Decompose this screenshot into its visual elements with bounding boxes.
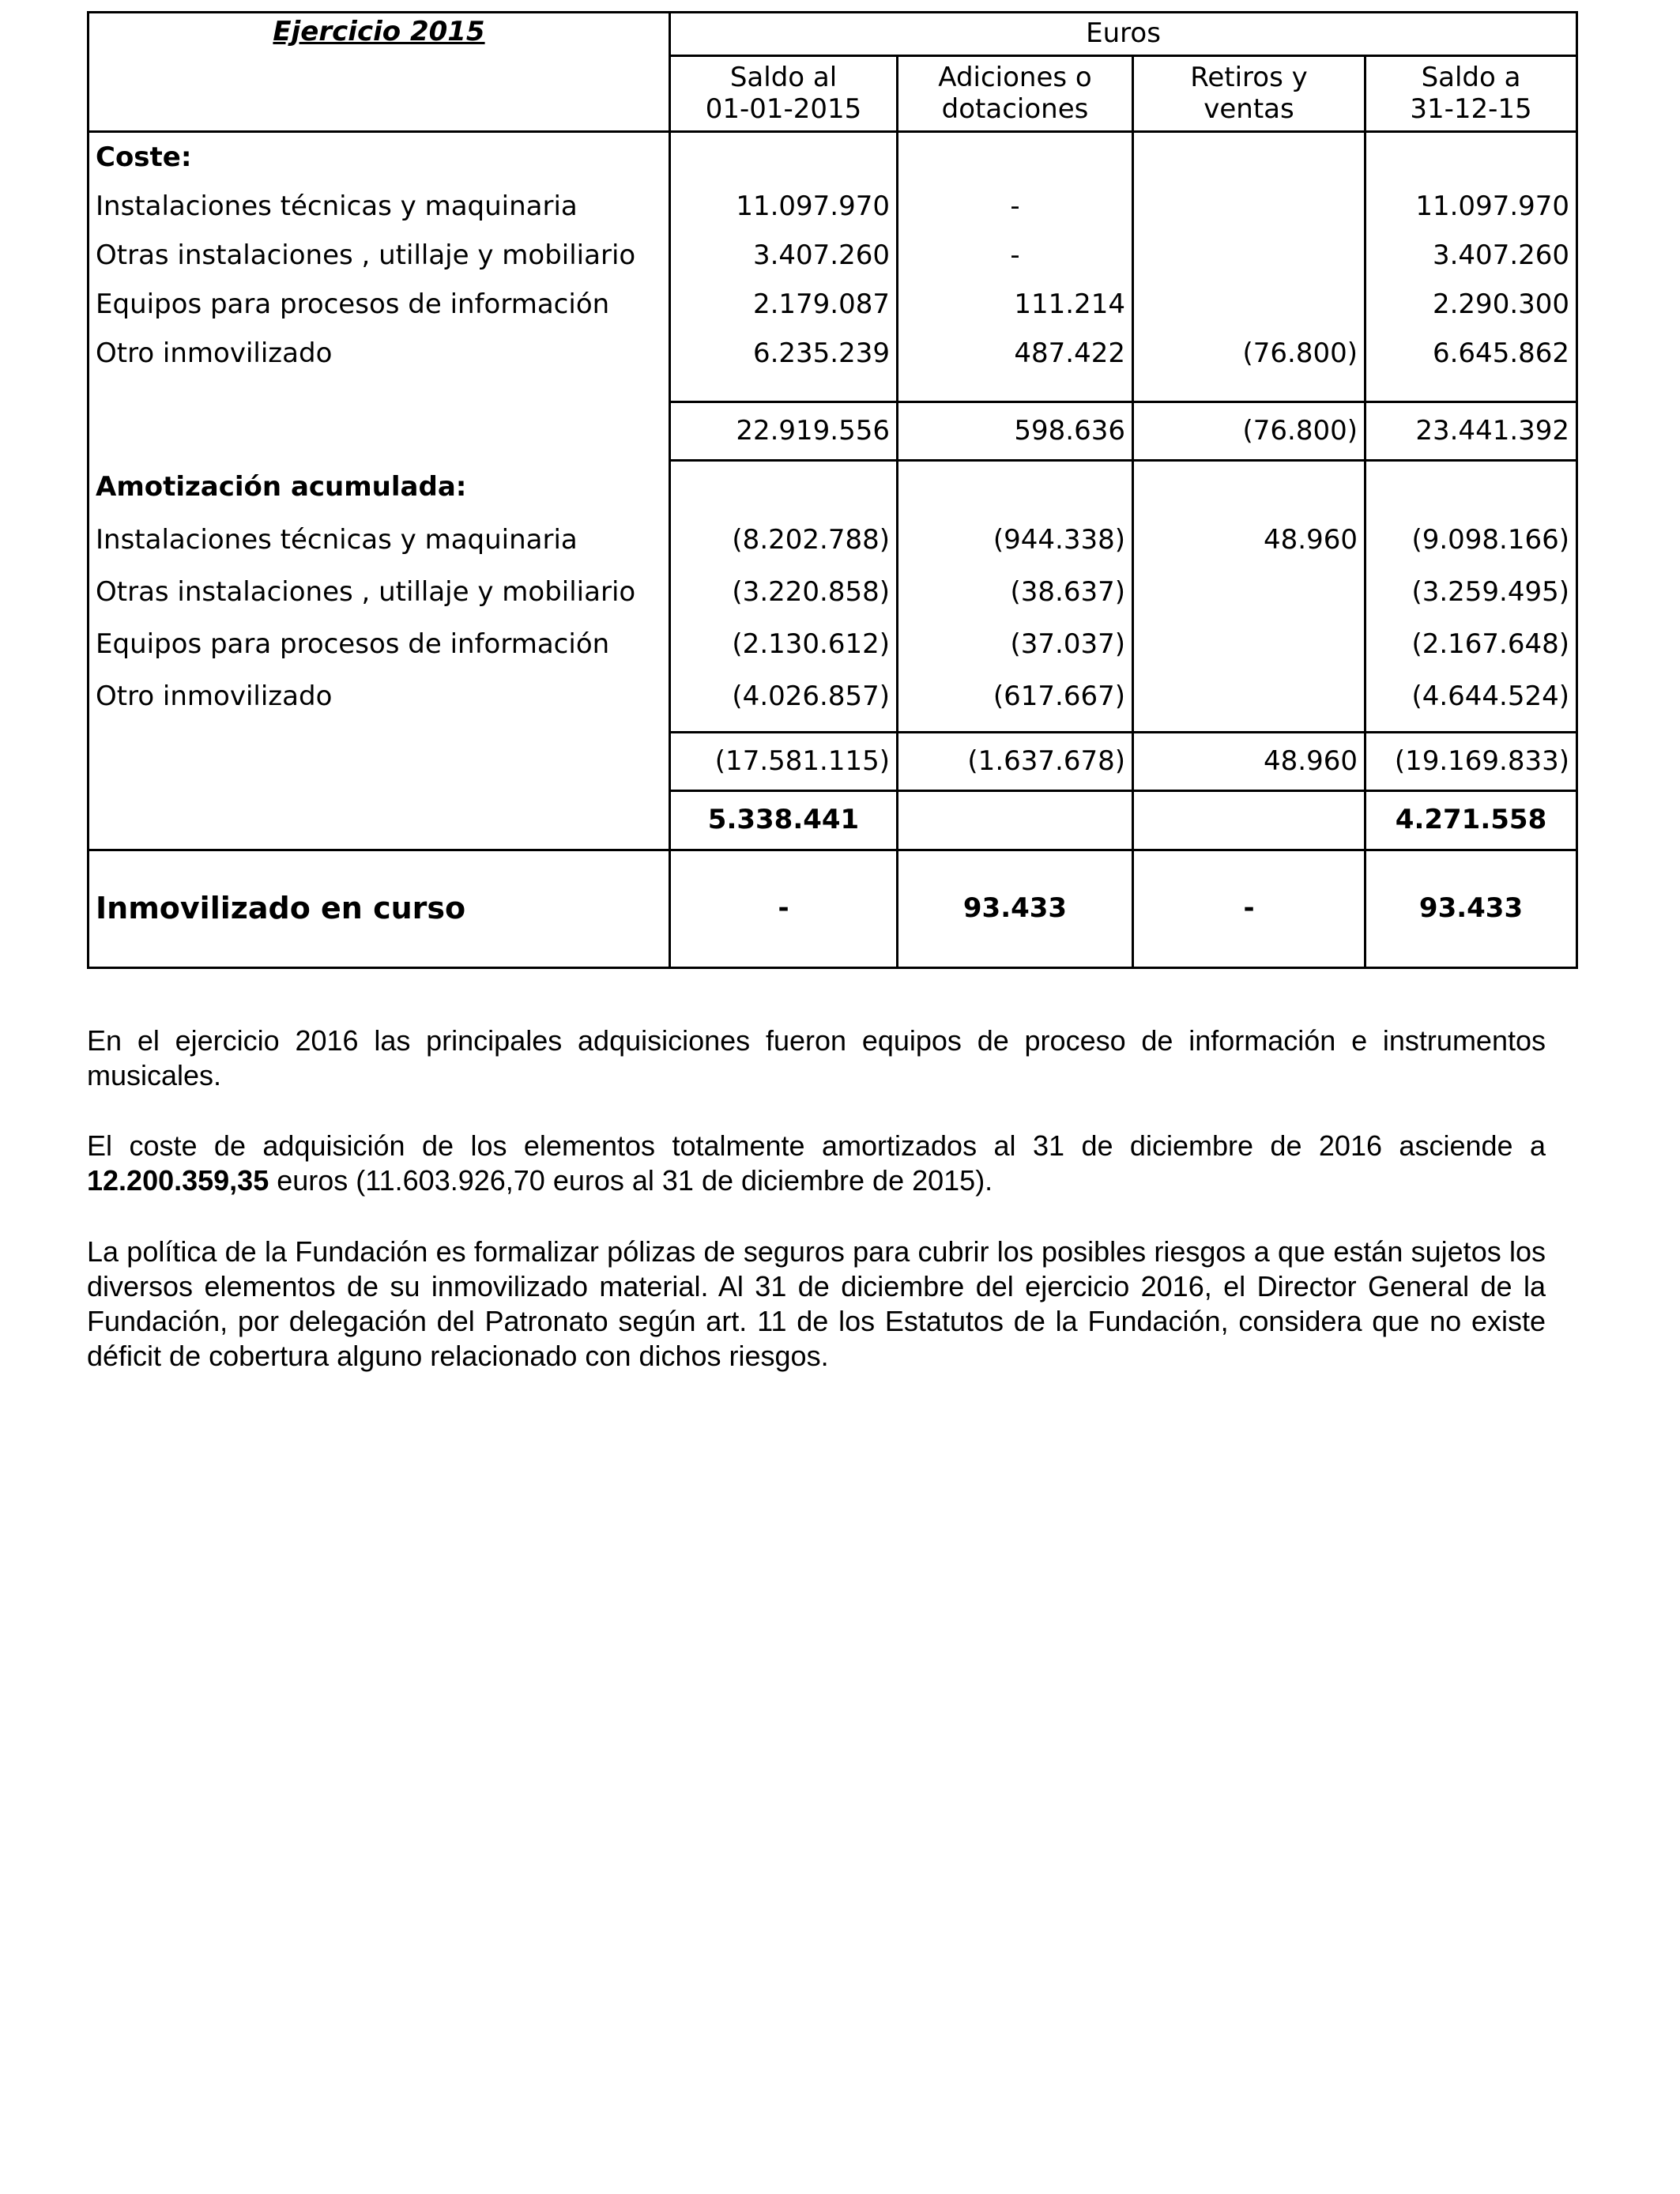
cell-value: 6.645.862 [1365, 330, 1577, 379]
table-row [89, 232, 1577, 281]
column-header-line1: Saldo a [1421, 62, 1521, 94]
cell-total: 48.960 [1133, 733, 1365, 791]
cell-value: (2.130.612) [670, 619, 898, 671]
paragraph-fully-amortized [87, 1129, 1546, 1198]
cell-value: (4.644.524) [1365, 671, 1577, 723]
cell-value: (3.259.495) [1365, 567, 1577, 619]
cell-in-progress: - [670, 850, 898, 968]
column-header-closing-balance [1365, 56, 1577, 132]
cell-in-progress: 93.433 [1365, 850, 1577, 968]
amortized-amount: 12.200.359,35 [87, 1164, 269, 1197]
paragraph-text: euros (11.603.926,70 euros al 31 de diciembre de 2015). [269, 1164, 993, 1197]
cell-value: (2.167.648) [1365, 619, 1577, 671]
table-row [89, 671, 1577, 723]
cell-value: (944.338) [898, 515, 1133, 567]
in-progress-row [89, 850, 1577, 968]
column-header-retirements [1133, 56, 1365, 132]
cell-total: 22.919.556 [670, 402, 898, 461]
cell-value [1133, 232, 1365, 281]
cost-total-row [89, 402, 1577, 461]
table-title-cell [89, 13, 670, 132]
cell-total: 23.441.392 [1365, 402, 1577, 461]
column-header-additions [898, 56, 1133, 132]
cell-value: (76.800) [1133, 330, 1365, 379]
row-label: Equipos para procesos de información [89, 619, 670, 671]
cell-value: - [898, 183, 1133, 232]
table-row [89, 281, 1577, 330]
in-progress-label: Inmovilizado en curso [89, 850, 670, 968]
cell-in-progress: 93.433 [898, 850, 1133, 968]
row-label: Equipos para procesos de información [89, 281, 670, 330]
cell-value: (8.202.788) [670, 515, 898, 567]
table-title: Ejercicio 2015 [273, 16, 485, 47]
cell-value: (617.667) [898, 671, 1133, 723]
paragraph-insurance-policy: La política de la Fundación es formalizar pólizas de seguros para cubrir los posibles riesgos a que están sujetos los diversos elementos de su inmovilizado material. Al 31 de diciembre del ejercicio 2016, el Director General de la Fundación, por delegación del Patronato según art. 11 de los Estatutos de la Fundación, considera que no existe déficit de cobertura alguno relacionado con dichos riesgos. [87, 1235, 1546, 1372]
cell-value: 11.097.970 [1365, 183, 1577, 232]
paragraph-acquisitions: En el ejercicio 2016 las principales adquisiciones fueron equipos de proceso de información e instrumentos musicales. [87, 1024, 1546, 1091]
cell-value: (3.220.858) [670, 567, 898, 619]
row-label: Instalaciones técnicas y maquinaria [89, 183, 670, 232]
cell-value: (38.637) [898, 567, 1133, 619]
cell-total: (17.581.115) [670, 733, 898, 791]
cell-net: 4.271.558 [1365, 791, 1577, 850]
row-label: Otras instalaciones , utillaje y mobiliario [89, 567, 670, 619]
column-header-line1: Retiros y [1190, 62, 1308, 94]
cell-total: (76.800) [1133, 402, 1365, 461]
cell-value: 111.214 [898, 281, 1133, 330]
table-row [89, 567, 1577, 619]
cell-value [1133, 619, 1365, 671]
cost-heading: Coste: [89, 132, 670, 183]
row-label: Instalaciones técnicas y maquinaria [89, 515, 670, 567]
row-label: Otro inmovilizado [89, 671, 670, 723]
cell-value: (9.098.166) [1365, 515, 1577, 567]
cell-total: 598.636 [898, 402, 1133, 461]
paragraph-text: El coste de adquisición de los elementos totalmente amortizados al 31 de diciembre de 2016 asciende a [87, 1129, 1546, 1162]
cell-value: 487.422 [898, 330, 1133, 379]
cell-value [1133, 281, 1365, 330]
fixed-assets-table [87, 11, 1578, 969]
table-row [89, 515, 1577, 567]
cell-total: (1.637.678) [898, 733, 1133, 791]
cell-value: 2.179.087 [670, 281, 898, 330]
cell-value: 6.235.239 [670, 330, 898, 379]
cell-total: (19.169.833) [1365, 733, 1577, 791]
cell-value: 3.407.260 [1365, 232, 1577, 281]
table-row [89, 619, 1577, 671]
cell-net: 5.338.441 [670, 791, 898, 850]
table-row [89, 330, 1577, 379]
cell-value: - [898, 232, 1133, 281]
cell-value: 2.290.300 [1365, 281, 1577, 330]
row-label: Otro inmovilizado [89, 330, 670, 379]
row-label: Otras instalaciones , utillaje y mobiliario [89, 232, 670, 281]
cell-net [1133, 791, 1365, 850]
column-header-line1: Adiciones o [938, 62, 1092, 94]
cell-in-progress: - [1133, 850, 1365, 968]
column-header-line2: ventas [1203, 92, 1294, 125]
cell-net [898, 791, 1133, 850]
currency-header: Euros [670, 13, 1577, 56]
section-heading-row [89, 132, 1577, 183]
column-header-line2: dotaciones [941, 92, 1089, 125]
cell-value [1133, 183, 1365, 232]
cell-value [1133, 567, 1365, 619]
cell-value [1133, 671, 1365, 723]
cell-value: (4.026.857) [670, 671, 898, 723]
column-header-line2: 31-12-15 [1410, 92, 1532, 125]
column-header-line2: 01-01-2015 [705, 92, 862, 125]
cell-value: 3.407.260 [670, 232, 898, 281]
amortization-total-row [89, 733, 1577, 791]
table-row [89, 183, 1577, 232]
net-book-value-row [89, 791, 1577, 850]
cell-value: 11.097.970 [670, 183, 898, 232]
column-header-opening-balance [670, 56, 898, 132]
column-header-line1: Saldo al [729, 62, 838, 94]
cell-value: 48.960 [1133, 515, 1365, 567]
section-heading-row [89, 461, 1577, 515]
cell-value: (37.037) [898, 619, 1133, 671]
amortization-heading: Amotización acumulada: [89, 461, 670, 515]
